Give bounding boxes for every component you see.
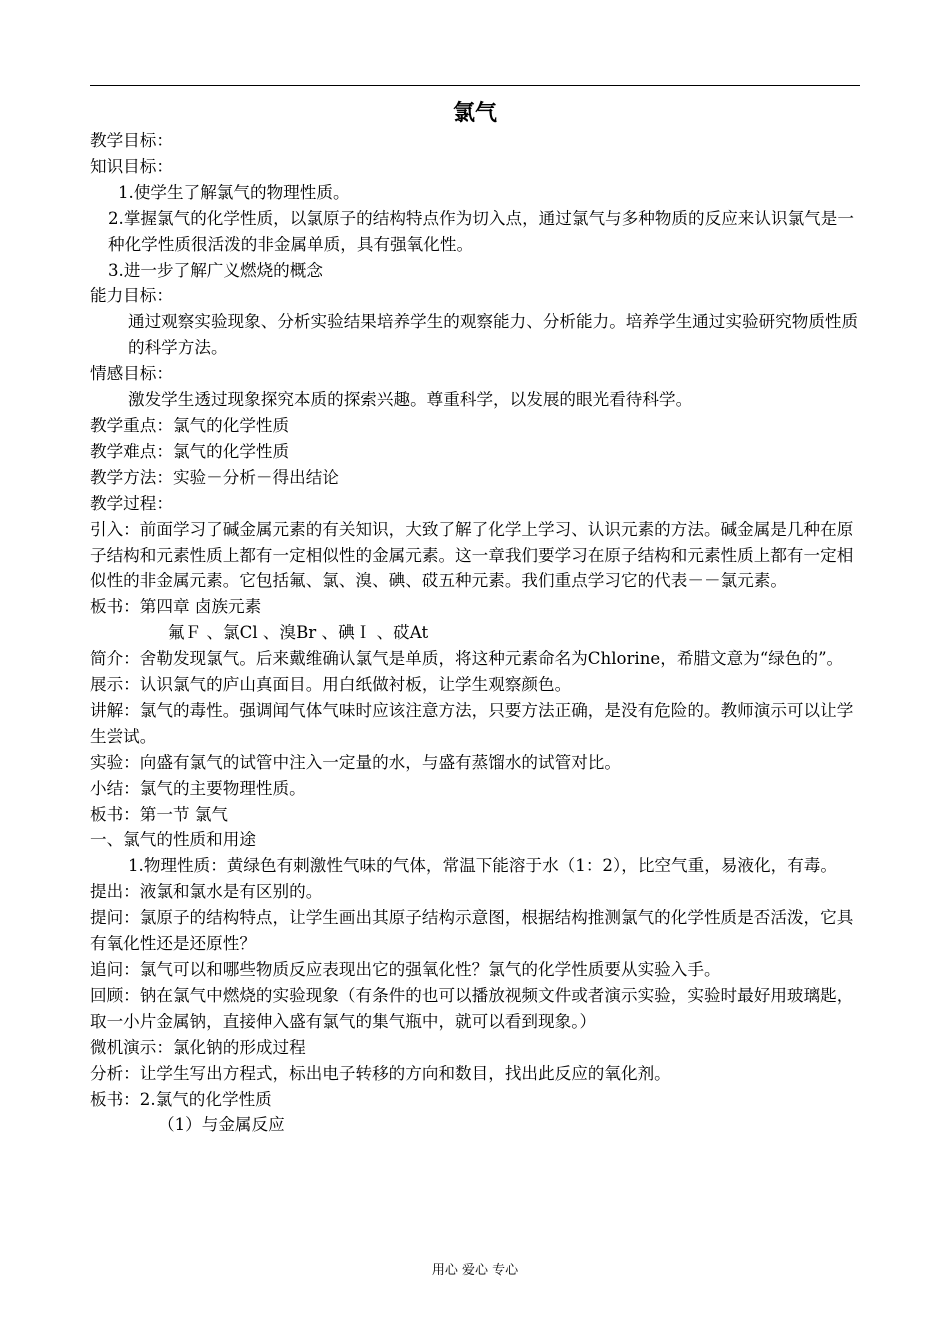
line-knowledge-goals: 知识目标： <box>90 156 173 176</box>
header-rule <box>90 85 860 86</box>
line-board-section: 板书：第一节 氯气 <box>90 804 229 824</box>
line-ability-goal-text: 通过观察实验现象、分析实验结果培养学生的观察能力、分析能力。培养学生通过实验研究物质性质的科学方法。 <box>128 312 859 358</box>
line-method: 教学方法：实验－分析－得出结论 <box>90 467 339 487</box>
line-introduction: 引入：前面学习了碱金属元素的有关知识，大致了解了化学上学习、认识元素的方法。碱金属是几种在原子结构和元素性质上都有一定相似性的金属元素。这一章我们要学习在原子结构和元素性质上都有一定相似性的非金属元素。它包括氟、氯、溴、碘、砹五种元素。我们重点学习它的代表－－氯元素。 <box>90 519 854 591</box>
line-knowledge-goal-2: 2.掌握氯气的化学性质，以氯原子的结构特点作为切入点，通过氯气与多种物质的反应来认识氯气是一种化学性质很活泼的非金属单质，具有强氧化性。 <box>108 208 854 254</box>
line-knowledge-goal-3: 3.进一步了解广义燃烧的概念 <box>108 260 323 280</box>
line-explanation: 讲解：氯气的毒性。强调闻气体气味时应该注意方法，只要方法正确，是没有危险的。教师演示可以让学生尝试。 <box>90 700 854 746</box>
line-difficulty: 教学难点：氯气的化学性质 <box>90 441 290 461</box>
line-halogen-elements: 氟Ｆ 、氯Cl 、溴Br 、碘Ｉ 、砹At <box>168 623 429 643</box>
line-process: 教学过程： <box>90 493 173 513</box>
line-metal-reaction: （1）与金属反应 <box>158 1115 285 1135</box>
line-follow-up: 追问：氯气可以和哪些物质反应表现出它的强氧化性？氯气的化学性质要从实验入手。 <box>90 960 721 979</box>
line-analysis: 分析：让学生写出方程式，标出电子转移的方向和数目，找出此反应的氧化剂。 <box>90 1063 671 1083</box>
line-question: 提问：氯原子的结构特点，让学生画出其原子结构示意图，根据结构推测氯气的化学性质是否活泼，它具有氧化性还是还原性？ <box>90 908 854 954</box>
line-board-chemical: 板书：2.氯气的化学性质 <box>90 1089 272 1109</box>
line-emotion-goal-text: 激发学生透过现象探究本质的探索兴趣。尊重科学，以发展的眼光看待科学。 <box>128 390 693 410</box>
line-key-point: 教学重点：氯气的化学性质 <box>90 415 290 435</box>
line-board-chapter: 板书：第四章 卤族元素 <box>90 597 262 617</box>
line-computer-demo: 微机演示：氯化钠的形成过程 <box>90 1037 306 1057</box>
line-teaching-goals: 教学目标： <box>90 131 173 150</box>
page-footer: 用心 爱心 专心 <box>431 1263 519 1278</box>
line-raise: 提出：液氯和氯水是有区别的。 <box>90 882 323 902</box>
document-body <box>90 128 860 1138</box>
line-display: 展示：认识氯气的庐山真面目。用白纸做衬板，让学生观察颜色。 <box>90 675 572 695</box>
line-summary: 小结：氯气的主要物理性质。 <box>90 778 306 798</box>
line-review: 回顾：钠在氯气中燃烧的实验现象（有条件的也可以播放视频文件或者演示实验，实验时最好用玻璃匙，取一小片金属钠，直接伸入盛有氯气的集气瓶中，就可以看到现象。） <box>90 985 854 1031</box>
line-experiment: 实验：向盛有氯气的试管中注入一定量的水，与盛有蒸馏水的试管对比。 <box>90 752 621 772</box>
line-knowledge-goal-1: 1.使学生了解氯气的物理性质。 <box>118 182 350 202</box>
document-title: 氯气 <box>452 101 497 126</box>
line-section-heading: 一、氯气的性质和用途 <box>90 830 256 850</box>
line-ability-goals: 能力目标： <box>90 286 173 306</box>
line-emotion-goals: 情感目标： <box>90 364 173 384</box>
line-physical-properties: 1.物理性质：黄绿色有刺激性气味的气体，常温下能溶于水（1：2），比空气重，易液化，有毒。 <box>128 856 837 876</box>
line-brief-intro: 简介：舍勒发现氯气。后来戴维确认氯气是单质，将这种元素命名为Chlorine，希腊文意为“绿色的”。 <box>90 649 844 669</box>
